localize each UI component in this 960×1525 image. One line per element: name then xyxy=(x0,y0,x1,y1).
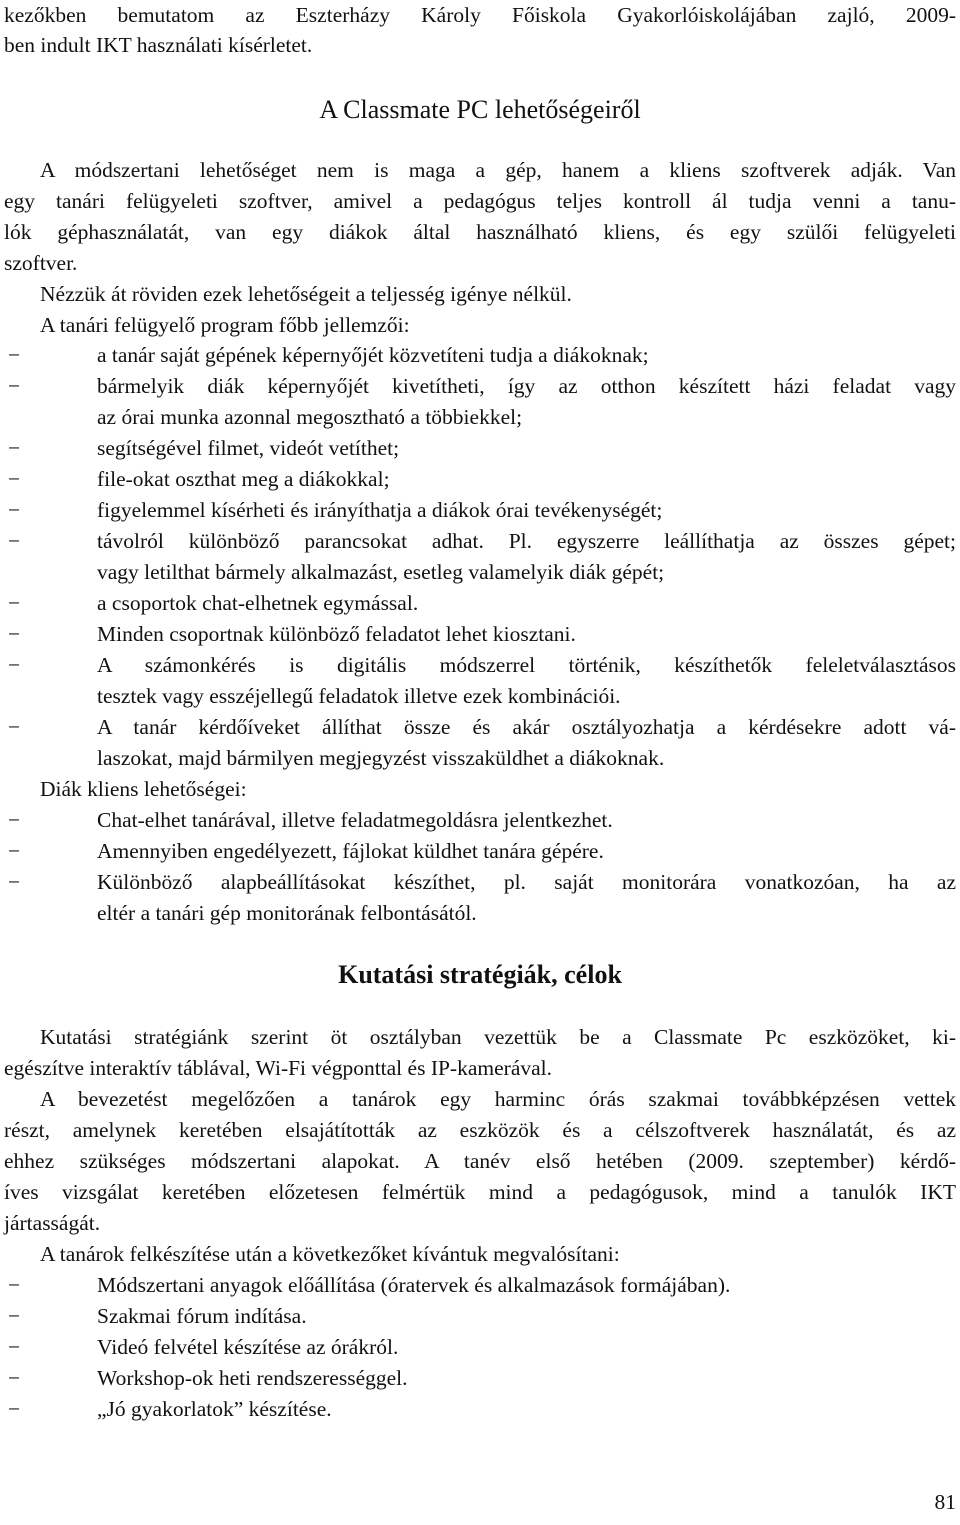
list-item-line: vagy letilthat bármely alkalmazást, esetleg valamelyik diák gépét; xyxy=(97,560,665,584)
page-number: 81 xyxy=(934,1490,956,1514)
paragraph-line: jártasságát. xyxy=(4,1211,101,1235)
list-item-line: bármelyik diák képernyőjét kivetítheti, így az otthon készített házi feladat vagy xyxy=(97,374,956,398)
paragraph-line: szoftver. xyxy=(4,251,78,275)
paragraph-line: ehhez szükséges módszertani alapokat. A tanév első hetében (2009. szeptember) kérdő- xyxy=(4,1149,956,1173)
paragraph-line: egy tanári felügyeleti szoftver, amivel a pedagógus teljes kontroll ál tudja venni a tanu- xyxy=(4,189,956,213)
dash-bullet: − xyxy=(8,591,21,615)
list-item-line: az órai munka azonnal megosztható a többiekkel; xyxy=(97,405,523,429)
paragraph-line: A módszertani lehetőséget nem is maga a gép, hanem a kliens szoftverek adják. Van xyxy=(40,158,956,182)
student-client-intro: Diák kliens lehetőségei: xyxy=(40,777,247,801)
dash-bullet: − xyxy=(8,1397,21,1421)
paragraph-line: íves vizsgálat keretében előzetesen felmértük mind a pedagógusok, mind a tanulók IKT xyxy=(4,1180,956,1204)
list-item-line: file-okat oszthat meg a diákokkal; xyxy=(97,467,390,491)
dash-bullet: − xyxy=(8,1304,21,1328)
dash-bullet: − xyxy=(8,1335,21,1359)
list-item-line: Videó felvétel készítése az órákról. xyxy=(97,1335,399,1359)
list-item-line: Minden csoportnak különböző feladatot lehet kiosztani. xyxy=(97,622,576,646)
paragraph-line: lók géphasználatát, van egy diákok által használható kliens, és egy szülői felügyeleti xyxy=(4,220,956,244)
list-item-line: A számonkérés is digitális módszerrel történik, készíthetők feleletválasztásos xyxy=(97,653,956,677)
paragraph-line: A bevezetést megelőzően a tanárok egy harminc órás szakmai továbbképzésen vettek xyxy=(40,1087,956,1111)
list-item-line: Módszertani anyagok előállítása (óratervek és alkalmazások formájában). xyxy=(97,1273,731,1297)
goals-intro: A tanárok felkészítése után a következőket kívántuk megvalósítani: xyxy=(40,1242,620,1266)
list-item-line: Workshop-ok heti rendszerességgel. xyxy=(97,1366,408,1390)
list-item-line: tesztek vagy esszéjellegű feladatok illetve ezek kombinációi. xyxy=(97,684,621,708)
intro-line-2: ben indult IKT használati kísérletet. xyxy=(4,33,313,57)
dash-bullet: − xyxy=(8,343,21,367)
list-item-line: Chat-elhet tanárával, illetve feladatmegoldásra jelentkezhet. xyxy=(97,808,613,832)
list-item-line: laszokat, majd bármilyen megjegyzést visszaküldhet a diákoknak. xyxy=(97,746,665,770)
section-heading-classmate: A Classmate PC lehetőségeiről xyxy=(319,95,641,124)
dash-bullet: − xyxy=(8,498,21,522)
dash-bullet: − xyxy=(8,839,21,863)
dash-bullet: − xyxy=(8,529,21,553)
dash-bullet: − xyxy=(8,436,21,460)
list-item-line: a csoportok chat-elhetnek egymással. xyxy=(97,591,419,615)
dash-bullet: − xyxy=(8,622,21,646)
paragraph-line: Kutatási stratégiánk szerint öt osztályban vezettük be a Classmate Pc eszközöket, ki- xyxy=(40,1025,956,1049)
paragraph-line: részt, amelynek keretében elsajátították az eszközök és a célszoftverek használatát, és az xyxy=(4,1118,956,1142)
section-heading-research: Kutatási stratégiák, célok xyxy=(338,960,622,989)
list-item-line: „Jó gyakorlatok” készítése. xyxy=(97,1397,332,1421)
dash-bullet: − xyxy=(8,715,21,739)
list-item-line: eltér a tanári gép monitorának felbontásától. xyxy=(97,901,477,925)
list-item-line: távolról különböző parancsokat adhat. Pl. egyszerre leállíthatja az összes gépet; xyxy=(97,529,956,553)
list-item-line: A tanár kérdőíveket állíthat össze és akár osztályozhatja a kérdésekre adott vá- xyxy=(97,715,956,739)
dash-bullet: − xyxy=(8,467,21,491)
list-item-line: Szakmai fórum indítása. xyxy=(97,1304,307,1328)
dash-bullet: − xyxy=(8,870,21,894)
intro-line-1: kezőkben bemutatom az Eszterházy Károly Főiskola Gyakorlóiskolájában zajló, 2009- xyxy=(4,3,956,27)
list-item-line: Különböző alapbeállításokat készíthet, pl. saját monitorára vonatkozóan, ha az xyxy=(97,870,956,894)
list-item-line: figyelemmel kísérheti és irányíthatja a diákok órai tevékenységét; xyxy=(97,498,663,522)
dash-bullet: − xyxy=(8,1366,21,1390)
review-line: Nézzük át röviden ezek lehetőségeit a teljesség igénye nélkül. xyxy=(40,282,572,306)
dash-bullet: − xyxy=(8,653,21,677)
dash-bullet: − xyxy=(8,1273,21,1297)
list-item-line: a tanár saját gépének képernyőjét közvetíteni tudja a diákoknak; xyxy=(97,343,649,367)
dash-bullet: − xyxy=(8,808,21,832)
list-item-line: Amennyiben engedélyezett, fájlokat küldhet tanára gépére. xyxy=(97,839,604,863)
teacher-program-intro: A tanári felügyelő program főbb jellemzői: xyxy=(40,313,410,337)
paragraph-line: egészítve interaktív táblával, Wi-Fi végponttal és IP-kamerával. xyxy=(4,1056,552,1080)
dash-bullet: − xyxy=(8,374,21,398)
list-item-line: segítségével filmet, videót vetíthet; xyxy=(97,436,400,460)
